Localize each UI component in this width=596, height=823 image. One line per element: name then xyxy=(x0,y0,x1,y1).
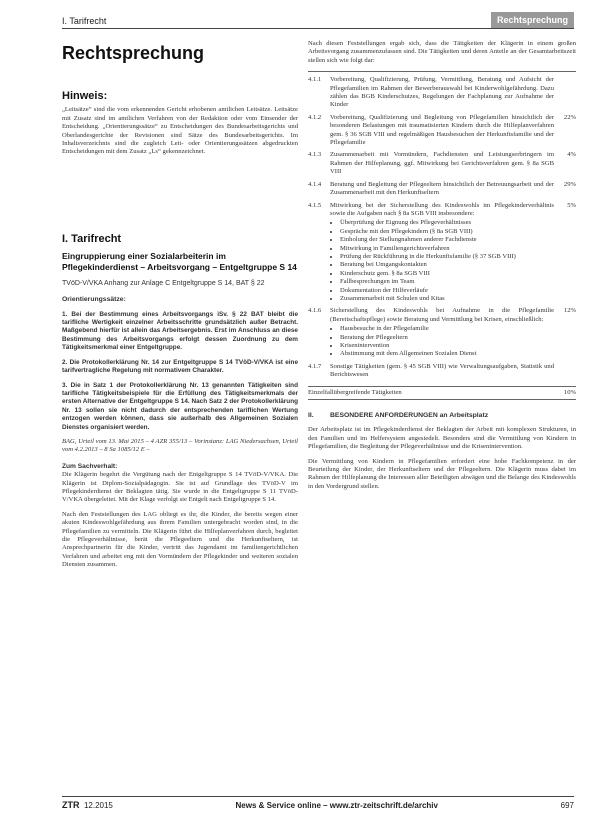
running-header-section: I. Tarifrecht xyxy=(62,16,107,26)
list-item: • Überprüfung der Eignung des Pflegeverhältnisses xyxy=(340,219,554,227)
header-rule xyxy=(62,28,574,29)
row-text-cell xyxy=(330,151,554,176)
footer xyxy=(62,800,574,810)
row-text-cell xyxy=(330,202,554,304)
row-text-cell xyxy=(330,114,554,148)
section-tag: Rechtsprechung xyxy=(491,12,574,28)
footer-website: News & Service online – www.ztr-zeitschrift.de/archiv xyxy=(235,800,438,810)
row-text: Vorbereitung, Qualifizierung, Prüfung, Vermittlung, Beratung und Aufsicht der Pflegefamilien im Rahmen der Bewerberauswahl bei Kinderwohlgefährdung. Dazu zählen das BGB Kinderschutzes, Regelungen der Fachplanung zur Aufnahme der Kinder xyxy=(330,76,554,109)
list-item: • Beratung der Pflegeeltern xyxy=(340,334,554,342)
source-citation: BAG, Urteil vom 13. Mai 2015 – 4 AZR 355/13 – Vorinstanz: LAG Niedersachsen, Urteil vom 4.2.2013 – 8 Sa 1085/12 E – xyxy=(62,437,298,454)
row-text-cell xyxy=(330,181,554,198)
list-item: • Hausbesuche in der Pflegefamilie xyxy=(340,325,554,333)
page-title: Rechtsprechung xyxy=(62,43,205,63)
list-item: • Beratung bei Umgangskontakten xyxy=(340,261,554,269)
issue-number: 12.2015 xyxy=(83,801,113,810)
list-item: • Kinderschutz gem. § 8a SGB VIII xyxy=(340,270,554,278)
row-percent: 12% xyxy=(563,307,576,315)
sachverhalt-p2: Nach den Feststellungen des LAG obliegt es ihr, die Kinder, die bereits wegen einer akuten Kindeswohlgefährdung aus ihrem Familien untergebracht worden sind, in die Pflegefamilien zu vermitteln. Die Klägerin führt die Hilfeplanverfahren durch, begleitet die Pflegeverhältnisse, berät die Pflegeeltern und die Herkunftseltern, ist Ansprechpartnerin für die Kinder, vertritt das Jugendamt im familiengerichtlichen Verfahren und arbeitet eng mit den Vormündern der Pflegekinder und weiteren sozialen Diensten zusammen. xyxy=(62,510,298,569)
row-number: 4.1.2 xyxy=(308,113,322,121)
row-percent: 22% xyxy=(563,113,576,121)
list-item: • Mitwirkung in Familiengerichtsverfahren xyxy=(340,245,554,253)
roman-heading xyxy=(308,412,576,420)
total-row xyxy=(308,386,576,400)
row-text-cell xyxy=(330,307,554,358)
right-paragraph-2: Die Vermittlung von Kindern in Pflegefamilien erfordert eine hohe Fachkompetenz in der Beurteilung der Kinder, der Herkunftseltern und der Pflegeeltern. Die Klägerin muss dabei im Rahmen der Hilfeplanung die Interessen aller Beteiligten abwägen und die Belange des Kindeswohls in den Vordergrund stellen. xyxy=(308,457,576,490)
table-row xyxy=(308,76,576,110)
row-number: 4.1.5 xyxy=(308,201,322,209)
orientation-2: 2. Die Protokollerklärung Nr. 14 zur Entgeltgruppe S 14 TVöD-V/VKA ist eine tarifvertragliche Regelung mit normativem Charakter. xyxy=(62,358,298,375)
page-number: 697 xyxy=(560,800,574,810)
row-bullet-list xyxy=(330,219,554,303)
row-text: Sicherstellung des Kindeswohls bei Aufnahme in die Pflegefamilie (Bereitschaftspflege) sowie Beratung und Vermittlung bei Krisen, einschließlich: xyxy=(330,307,554,323)
list-item: • Dokumentation der Hilfeverläufe xyxy=(340,287,554,295)
table-top-rule xyxy=(308,71,576,72)
list-item: • Prüfung der Rückführung in die Herkunftsfamilie (§ 37 SGB VIII) xyxy=(340,253,554,261)
task-table xyxy=(308,76,576,379)
row-number: 4.1.1 xyxy=(308,76,322,84)
table-row xyxy=(308,151,576,176)
row-percent xyxy=(554,76,576,110)
footer-rule xyxy=(62,796,574,797)
list-item: • Fallbesprechungen im Team xyxy=(340,278,554,286)
table-row xyxy=(308,363,576,380)
row-text: Mitwirkung bei der Sicherstellung des Kindeswohls im Pflegekinderverhältnis sowie die Aufgaben nach § 8a SGB VIII insbesondere: xyxy=(330,201,554,217)
orientation-3: 3. Die in Satz 1 der Protokollerklärung Nr. 13 genannten Tätigkeiten sind tarifliche Tätigkeitsbeispiele für die Erfüllung des Tätigkeitsmerkmals der ersten Alternative der Entgeltgruppe S 14. Nach Satz 2 der Protokollerklärung Nr. 13 sollen sie nicht dadurch der entsprechenden tariflichen Wertung entzogen werden können, dass sie außerhalb des Allgemeinen Sozialen Dienstes organisiert werden. xyxy=(62,381,298,431)
left-column xyxy=(62,40,298,576)
list-item: • Abstimmung mit dem Allgemeinen Sozialen Dienst xyxy=(340,350,554,358)
row-text-cell xyxy=(330,76,554,110)
right-paragraph-1: Der Arbeitsplatz ist im Pflegekinderdienst der Beklagten der Arbeit mit komplexen Strukturen, in den Familien und im Helfersystem angesiedelt. Besonders sind die Vermittlung von Kindern in Pflegefamilien, die Begleitung der Pflegeverhältnisse und die Krisenintervention. xyxy=(308,426,576,451)
orientation-heading: Orientierungssätze: xyxy=(62,296,126,304)
hinweis-text: „Leitsätze“ sind die vom erkennenden Gericht erhobenen amtlichen Leitsätze. Leitsätze mit Zusatz sind im amtlichen Verfahren von der Redaktion oder vom Einsender der Entscheidung. „Orientierungssätze“ zu Entscheidungen des Bundesarbeitsgerichts und Oberlandesgerichte der Revisionen sind Sätze des Bundesarbeitsgerichts. Im Inhaltsverzeichnis sind die zugleich Leit- oder Orientierungssätzen abgedruckten Entscheidungen mit dem Zusatz „Ls“ gekennzeichnet. xyxy=(62,106,298,156)
row-number: 4.1.7 xyxy=(308,362,322,370)
row-number: 4.1.6 xyxy=(308,307,322,315)
total-percent: 10% xyxy=(563,388,576,396)
row-percent: 5% xyxy=(567,201,576,209)
orientation-1: 1. Bei der Bestimmung eines Arbeitsvorgangs iSv. § 22 BAT bleibt die tarifliche Wertigkeit einzelner Arbeitsschritte grundsätzlich außer Betracht. Maßgebend hierfür ist allein das Arbeitsergebnis. Erst im Anschluss an diese Bestimmung des Arbeitsvorgangs erfolgt dessen Zuordnung zu dem Tätigkeitsmerkmal einer Entgeltgruppe. xyxy=(62,310,298,352)
row-number: 4.1.3 xyxy=(308,151,322,159)
journal-logo: ZTR xyxy=(62,800,80,810)
roman-number: II. xyxy=(308,412,314,420)
row-text-cell xyxy=(330,363,554,380)
list-item: • Zusammenarbeit mit Schulen und Kitas xyxy=(340,295,554,303)
total-label: Einzelfallübergreifende Tätigkeiten xyxy=(308,388,402,396)
list-item: • Gespräche mit den Pflegekindern (§ 8a SGB VIII) xyxy=(340,228,554,236)
row-text: Sonstige Tätigkeiten (gem. § 45 SGB VIII) wie Verwaltungsaufgaben, Statistik und Berichtswesen xyxy=(330,362,554,379)
section-heading: I. Tarifrecht xyxy=(62,232,122,245)
roman-text: BESONDERE ANFORDERUNGEN an Arbeitsplatz xyxy=(330,412,489,420)
row-percent: 4% xyxy=(567,151,576,159)
row-text: Beratung und Begleitung der Pflegeeltern hinsichtlich der Betreuungsarbeit und der Zusammenarbeit mit den Herkunftseltern xyxy=(330,180,554,197)
table-row xyxy=(308,202,576,304)
row-text: Vorbereitung, Qualifizierung und Begleitung von Pflegefamilien hinsichtlich der besonderen Belastungen mit traumatisierten Kindern durch die Hilfeplanverfahren gem. § 36 SGB VIII und regelmäßigen Hausbesuchen der Herkunftsfamilie und der Pflegefamilie xyxy=(330,113,554,147)
row-percent xyxy=(554,363,576,380)
hinweis-heading: Hinweis: xyxy=(62,90,108,102)
row-percent: 29% xyxy=(563,180,576,188)
article-title: Eingruppierung einer Sozialarbeiterin im Pflegekinderdienst – Arbeitsvorgang – Entgeltgruppe S 14 xyxy=(62,251,297,273)
right-intro: Nach diesen Feststellungen ergab sich, dass die Tätigkeiten der Klägerin in einem großen Arbeitsvorgang zusammenzufassen sind. Die Tätigkeiten und deren Anteile an der Gesamtarbeitszeit stellen sich wie folgt dar: xyxy=(308,40,576,64)
row-text: Zusammenarbeit mit Vormündern, Fachdiensten und Leistungserbringern im Rahmen der Hilfeplanung, ggf. Mitwirkung bei Gerichtsverfahren gem. § 8a SGB VIII xyxy=(330,151,554,176)
row-bullet-list xyxy=(330,325,554,359)
list-item: • Einholung der Stellungnahmen anderer Fachdienste xyxy=(340,236,554,244)
sachverhalt-p1: Die Klägerin begehrt die Vergütung nach der Entgeltgruppe S 14 TVöD-V/VKA. Die Klägerin ist Diplom-Sozialpädagogin. Sie ist auf Grundlage des TVöD-V im Pflegekinderdienst der Beklagten tätig. Sie wurde in die Entgeltgruppe S 11 TVöD-V/VKA übergeleitet. Mit der Klage verfolgt sie Entgelt nach Entgeltgruppe S 14. xyxy=(62,471,298,504)
list-item: • Krisenintervention xyxy=(340,342,554,350)
table-row xyxy=(308,181,576,198)
table-row xyxy=(308,307,576,358)
right-column xyxy=(308,40,576,497)
table-row xyxy=(308,114,576,148)
row-number: 4.1.4 xyxy=(308,180,322,188)
sachverhalt-heading: Zum Sachverhalt: xyxy=(62,462,118,470)
article-reference: TVöD-V/VKA Anhang zur Anlage C Entgeltgruppe S 14, BAT § 22 xyxy=(62,280,265,288)
